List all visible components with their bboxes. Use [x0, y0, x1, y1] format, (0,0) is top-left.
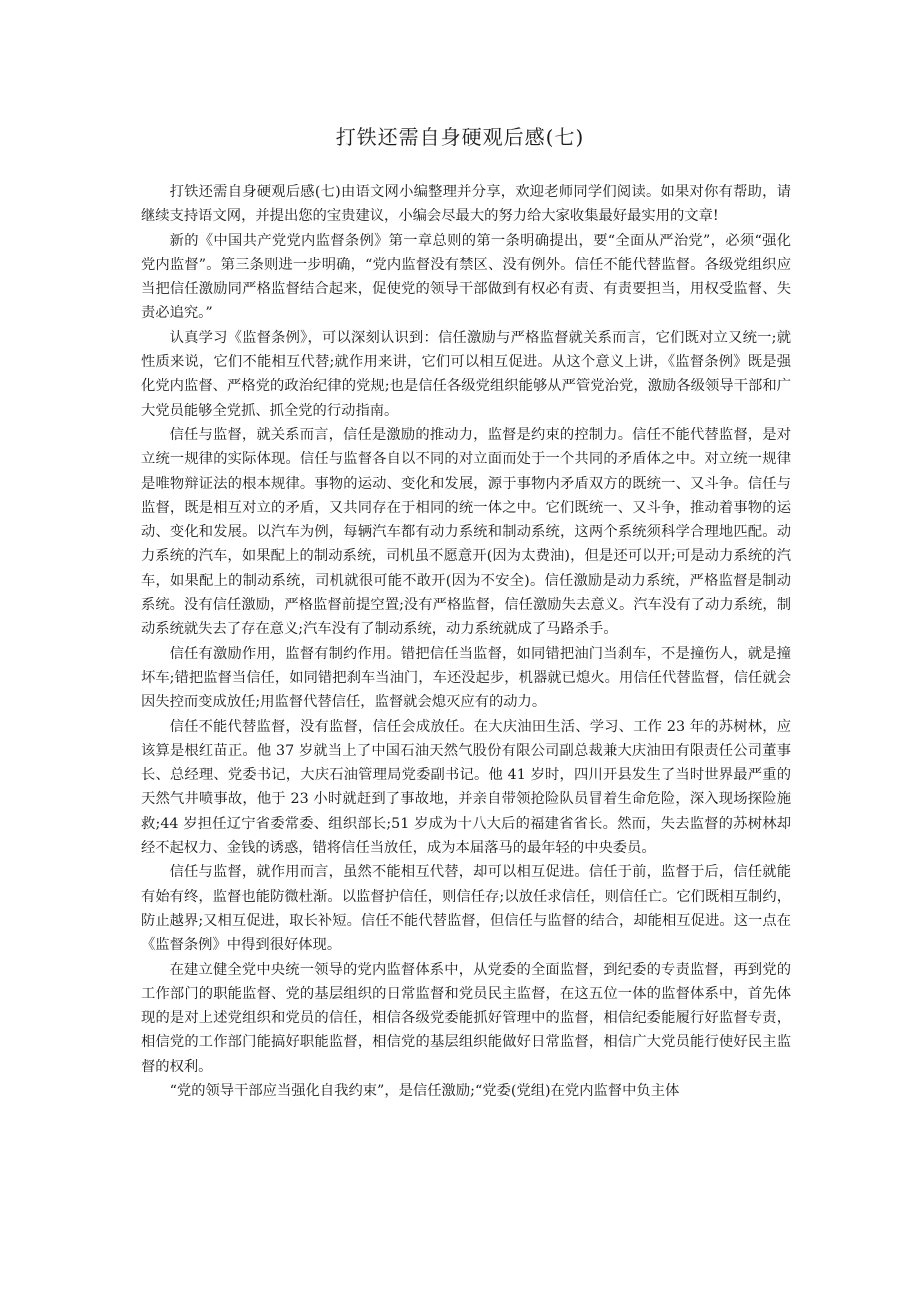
paragraph: 信任与监督，就作用而言，虽然不能相互代替，却可以相互促进。信任于前，监督于后，信任就能有始有终，监督也能防微杜渐。以监督护信任，则信任存;以放任求信任，则信任亡。它们既相互制约，防止越界;又相互促进，取长补短。信任不能代替监督，但信任与监督的结合，却能相互促进。这一点在《监督条例》中得到很好体现。: [141, 864, 791, 954]
paragraph: 信任有激励作用，监督有制约作用。错把信任当监督，如同错把油门当刹车，不是撞伤人，就是撞坏车;错把监督当信任，如同错把刹车当油门，车还没起步，机器就已熄火。用信任代替监督，信任就会因失控而变成放任;用监督代替信任，监督就会熄灭应有的动力。: [141, 645, 791, 711]
paragraph: 信任不能代替监督，没有监督，信任会成放任。在大庆油田生活、学习、工作 23 年的苏树林，应该算是根红苗正。他 37 岁就当上了中国石油天然气股份有限公司副总裁兼大庆油田有限责任公司董事长、总经理、党委书记，大庆石油管理局党委副书记。他 41 岁时，四川开县发生了当时世界最严重的天然气井喷事故，他于 23 小时就赶到了事故地，并亲自带领抢险队员冒着生命危险，深入现场探险施救;44 岁担任辽宁省委常委、组织部长;51 岁成为十八大后的福建省省长。然而，失去监督的苏树林却经不起权力、金钱的诱惑，错将信任当放任，成为本届落马的最年轻的中央委员。: [141, 718, 791, 857]
paragraph: 新的《中国共产党党内监督条例》第一章总则的第一条明确提出，要“全面从严治党”，必须“强化党内监督”。第三条则进一步明确，“党内监督没有禁区、没有例外。信任不能代替监督。各级党组织应当把信任激励同严格监督结合起来，促使党的领导干部做到有权必有责、有责要担当，用权受监督、失责必追究。”: [141, 232, 791, 322]
paragraph: 信任与监督，就关系而言，信任是激励的推动力，监督是约束的控制力。信任不能代替监督，是对立统一规律的实际体现。信任与监督各自以不同的对立面而处于一个共同的矛盾体之中。对立统一规律是唯物辩证法的根本规律。事物的运动、变化和发展，源于事物内矛盾双方的既统一、又斗争。信任与监督，既是相互对立的矛盾，又共同存在于相同的统一体之中。它们既统一、又斗争，推动着事物的运动、变化和发展。以汽车为例，每辆汽车都有动力系统和制动系统，这两个系统须科学合理地匹配。动力系统的汽车，如果配上的制动系统，司机虽不愿意开(因为太费油)，但是还可以开;可是动力系统的汽车，如果配上的制动系统，司机就很可能不敢开(因为不安全)。信任激励是动力系统，严格监督是制动系统。没有信任激励，严格监督前提空置;没有严格监督，信任激励失去意义。汽车没有了动力系统，制动系统就失去了存在意义;汽车没有了制动系统，动力系统就成了马路杀手。: [141, 426, 791, 638]
paragraph: 打铁还需自身硬观后感(七)由语文网小编整理并分享，欢迎老师同学们阅读。如果对你有帮助，请继续支持语文网，并提出您的宝贵建议，小编会尽最大的努力给大家收集最好最实用的文章!: [141, 184, 791, 225]
page-title: 打铁还需自身硬观后感(七): [335, 125, 585, 149]
paragraph: 在建立健全党中央统一领导的党内监督体系中，从党委的全面监督，到纪委的专责监督，再到党的工作部门的职能监督、党的基层组织的日常监督和党员民主监督，在这五位一体的监督体系中，首先体现的是对上述党组织和党员的信任，相信各级党委能抓好管理中的监督，相信纪委能履行好监督专责，相信党的工作部门能搞好职能监督，相信党的基层组织能做好日常监督，相信广大党员能行使好民主监督的权利。: [141, 961, 791, 1075]
article-body: [141, 180, 791, 1103]
paragraph: 认真学习《监督条例》，可以深刻认识到：信任激励与严格监督就关系而言，它们既对立又统一;就性质来说，它们不能相互代替;就作用来讲，它们可以相互促进。从这个意义上讲，《监督条例》既是强化党内监督、严格党的政治纪律的党规;也是信任各级党组织能够从严管党治党，激励各级领导干部和广大党员能够全党抓、抓全党的行动指南。: [141, 329, 791, 419]
paragraph: “党的领导干部应当强化自我约束”，是信任激励;“党委(党组)在党内监督中负主体: [169, 1082, 680, 1099]
